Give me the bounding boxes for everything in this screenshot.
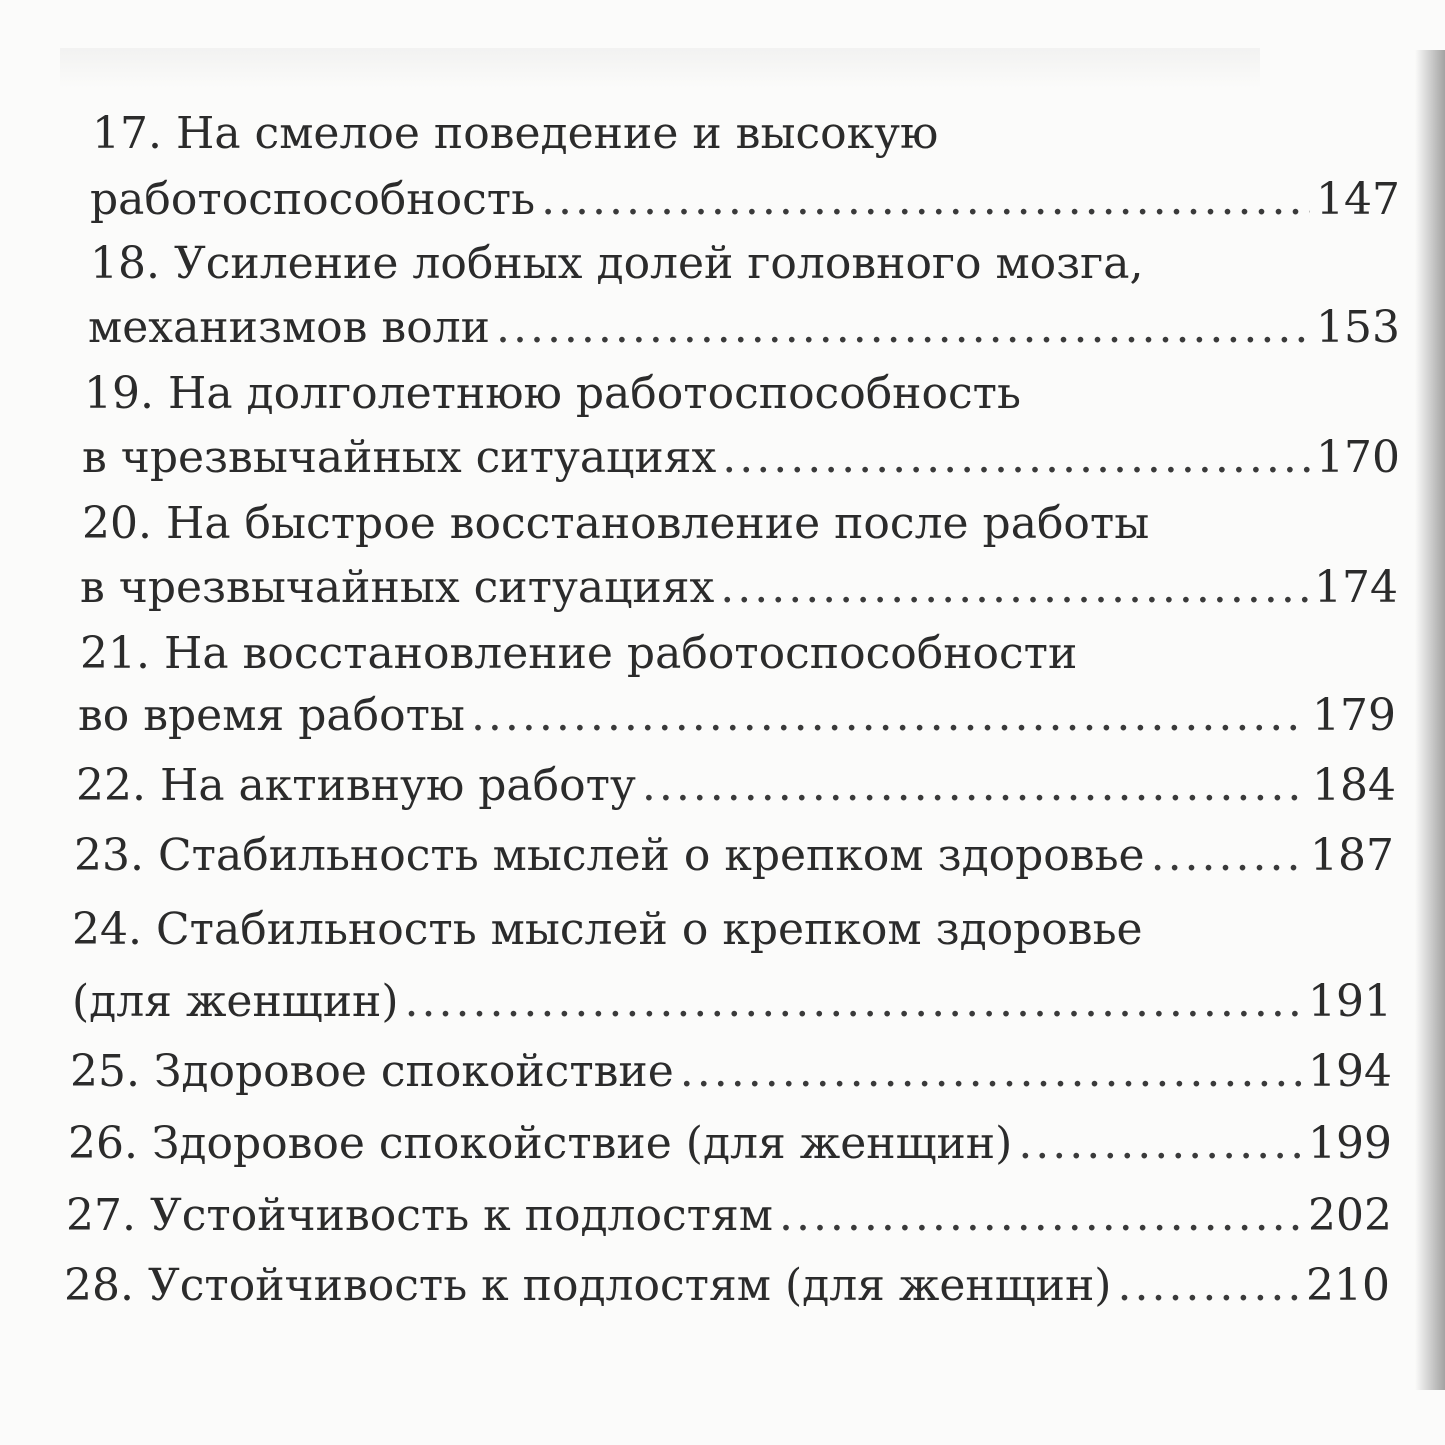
toc-entry-title-cont: механизмов воли xyxy=(88,302,490,353)
dot-leader xyxy=(642,764,1306,808)
toc-entry-title: 26. Здоровое спокойствие (для женщин) xyxy=(68,1118,1013,1169)
toc-entry-24 xyxy=(72,976,1392,1027)
toc-entry-27 xyxy=(66,1190,1392,1241)
toc-entry-21 xyxy=(78,690,1396,741)
page-number: 179 xyxy=(1312,690,1396,741)
page-number: 194 xyxy=(1308,1046,1392,1097)
toc-entry-18-title: 18. Усиление лобных долей головного мозга, xyxy=(90,238,1144,289)
toc-entry-title-cont: работоспособность xyxy=(90,174,536,225)
toc-entry-title-cont: (для женщин) xyxy=(72,976,399,1027)
toc-entry-title-cont: во время работы xyxy=(78,690,465,741)
toc-entry-18 xyxy=(88,302,1400,353)
toc-entry-23 xyxy=(74,830,1394,881)
toc-entry-20 xyxy=(80,562,1398,613)
toc-entry-19-title: 19. На долголетнюю работоспособность xyxy=(84,368,1021,419)
toc-entry-21-title: 21. На восстановление работоспособности xyxy=(80,628,1078,679)
dot-leader xyxy=(1151,834,1304,878)
dot-leader xyxy=(779,1194,1302,1238)
page-number: 147 xyxy=(1316,174,1400,225)
page-number: 187 xyxy=(1310,830,1394,881)
toc-entry-22 xyxy=(76,760,1396,811)
toc-entry-24-title: 24. Стабильность мыслей о крепком здоровье xyxy=(72,904,1143,955)
dot-leader xyxy=(1018,1122,1302,1166)
page-number: 184 xyxy=(1312,760,1396,811)
toc-entry-title-cont: в чрезвычайных ситуациях xyxy=(82,432,717,483)
page-number: 170 xyxy=(1316,432,1400,483)
dot-leader xyxy=(496,306,1310,350)
dot-leader xyxy=(722,436,1310,480)
dot-leader xyxy=(1117,1264,1300,1308)
toc-entry-title: 22. На активную работу xyxy=(76,760,636,811)
page-number: 191 xyxy=(1308,976,1392,1027)
toc-entry-title: 28. Устойчивость к подлостям (для женщин) xyxy=(64,1260,1112,1311)
dot-leader xyxy=(720,566,1308,610)
toc-entry-19 xyxy=(82,432,1400,483)
dot-leader xyxy=(405,980,1302,1024)
page-number: 202 xyxy=(1308,1190,1392,1241)
toc-entry-25 xyxy=(70,1046,1392,1097)
toc-entry-28 xyxy=(64,1260,1390,1311)
toc-entry-20-title: 20. На быстрое восстановление после работы xyxy=(82,498,1150,549)
toc-entry-title: 25. Здоровое спокойствие xyxy=(70,1046,674,1097)
toc-entry-title: 27. Устойчивость к подлостям xyxy=(66,1190,773,1241)
page-number: 199 xyxy=(1308,1118,1392,1169)
page-number: 153 xyxy=(1316,302,1400,353)
toc-entry-title: 23. Стабильность мыслей о крепком здоровье xyxy=(74,830,1145,881)
dot-leader xyxy=(471,694,1306,738)
toc-entry-17 xyxy=(90,174,1400,225)
toc-entry-17-title: 17. На смелое поведение и высокую xyxy=(92,108,939,159)
toc-entry-title-cont: в чрезвычайных ситуациях xyxy=(80,562,715,613)
page-number: 210 xyxy=(1306,1260,1390,1311)
page-number: 174 xyxy=(1314,562,1398,613)
toc-entry-26 xyxy=(68,1118,1392,1169)
dot-leader xyxy=(541,178,1310,222)
dot-leader xyxy=(680,1050,1302,1094)
